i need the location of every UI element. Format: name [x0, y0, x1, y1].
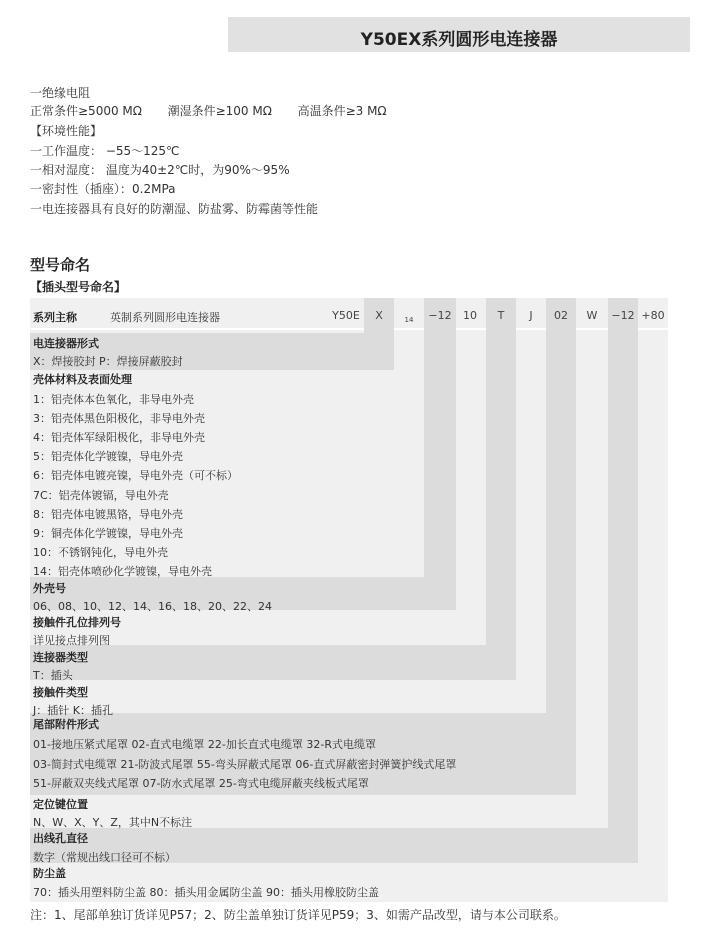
- row-header: 接触件孔位排列号: [33, 616, 121, 629]
- row-option: 01-接地压紧式尾罩 02-直式电缆罩 22-加长直式电缆罩 32-R式电缆罩: [33, 738, 376, 751]
- code-accessory: 02: [554, 309, 568, 322]
- row-option: 10：不锈钢钝化，导电外壳: [33, 546, 168, 559]
- section-title: 型号命名: [30, 256, 91, 274]
- row-option: N、W、X、Y、Z，其中N不标注: [33, 816, 193, 829]
- sealing: 一密封性（插座）：0.2MPa: [30, 182, 176, 196]
- code-contact-type: J: [529, 309, 533, 322]
- insulation-normal: 正常条件≥5000 MΩ: [30, 104, 142, 118]
- series-label: 系列主称: [33, 311, 77, 324]
- block-connector-type: [30, 645, 516, 680]
- code-block-shell: [424, 298, 456, 610]
- row-option: 5：铝壳体化学镀镍，导电外壳: [33, 450, 183, 463]
- row-option: J：插针 K：插孔: [33, 704, 113, 717]
- code-block-outlet: [608, 298, 638, 863]
- row-option: 70：插头用塑料防尘盖 80：插头用金属防尘盖 90：插头用橡胶防尘盖: [33, 886, 379, 899]
- code-y50e: Y50E: [332, 309, 360, 322]
- row-option: 6：铝壳体电镀亮镍，导电外壳（可不标）: [33, 469, 238, 482]
- row-header: 尾部附件形式: [33, 718, 99, 731]
- row-option: 03-简封式电缆罩 21-防波式尾罩 55-弯头屏蔽式尾罩 06-直式屏蔽密封弹簧护线式尾罩: [33, 758, 457, 771]
- row-option: 数字（常规出线口径可不标）: [33, 851, 176, 864]
- row-option: 8：铝壳体电镀黑铬，导电外壳: [33, 508, 183, 521]
- row-header: 防尘盖: [33, 867, 66, 880]
- insulation-humid: 潮湿条件≥100 MΩ: [167, 104, 272, 118]
- insulation-values: [30, 102, 387, 119]
- insulation-high-temp: 高温条件≥3 MΩ: [297, 104, 387, 118]
- series-description: 英制系列圆形电连接器: [110, 311, 220, 324]
- subsection-title: 【插头型号命名】: [30, 280, 127, 294]
- code-x: X: [375, 309, 383, 322]
- row-header: 定位键位置: [33, 798, 88, 811]
- row-header: 壳体材料及表面处理: [33, 373, 132, 386]
- code-material: 14: [404, 316, 414, 324]
- row-option: 详见接点排列图: [33, 634, 110, 647]
- row-option: 3：铝壳体黑色阳极化，非导电外壳: [33, 412, 205, 425]
- row-header: 连接器类型: [33, 651, 88, 664]
- code-shell-size: −12: [428, 309, 452, 322]
- code-block-type: [486, 298, 516, 680]
- row-option: 14：铝壳体喷砂化学镀镍，导电外壳: [33, 565, 212, 578]
- protection: 一电连接器具有良好的防潮湿、防盐雾、防霉菌等性能: [30, 202, 319, 216]
- row-option: 9：铜壳体化学镀镍，导电外壳: [33, 527, 183, 540]
- code-connector-type: T: [497, 309, 505, 322]
- code-outlet: −12: [611, 309, 635, 322]
- code-key: W: [586, 309, 598, 322]
- title-bar: [228, 17, 690, 52]
- row-option: 4：铝壳体军绿阳极化，非导电外壳: [33, 431, 205, 444]
- insulation-heading: 一绝缘电阻: [30, 86, 91, 100]
- row-header: 接触件类型: [33, 686, 88, 699]
- code-arrangement: 10: [463, 309, 477, 322]
- row-option: 51-屏蔽双夹线式尾罩 07-防水式尾罩 25-弯式电缆屏蔽夹线板式尾罩: [33, 777, 369, 790]
- row-option: T：插头: [33, 669, 73, 682]
- row-header: 出线孔直径: [33, 832, 88, 845]
- env-heading: 【环境性能】: [30, 124, 103, 138]
- page-title: Y50EX系列圆形电连接器: [360, 30, 558, 50]
- row-option: 7C：铝壳体镀镉，导电外壳: [33, 489, 169, 502]
- code-dust-cap: +80: [641, 309, 665, 322]
- row-option: 1：铝壳体本色氧化，非导电外壳: [33, 393, 194, 406]
- working-temp: 一工作温度： −55～125℃: [30, 144, 180, 158]
- row-header: 电连接器形式: [33, 337, 99, 350]
- row-option: 06、08、10、12、14、16、18、20、22、24: [33, 600, 272, 613]
- footnote: 注：1、尾部单独订货详见P57；2、防尘盖单独订货详见P59；3、如需产品改型，请与本公司联系。: [30, 908, 566, 922]
- row-header: 外壳号: [33, 582, 66, 595]
- humidity: 一相对湿度： 温度为40±2℃时，为90%～95%: [30, 163, 290, 177]
- row-option: X：焊接胶封 P：焊接屏蔽胶封: [33, 355, 183, 368]
